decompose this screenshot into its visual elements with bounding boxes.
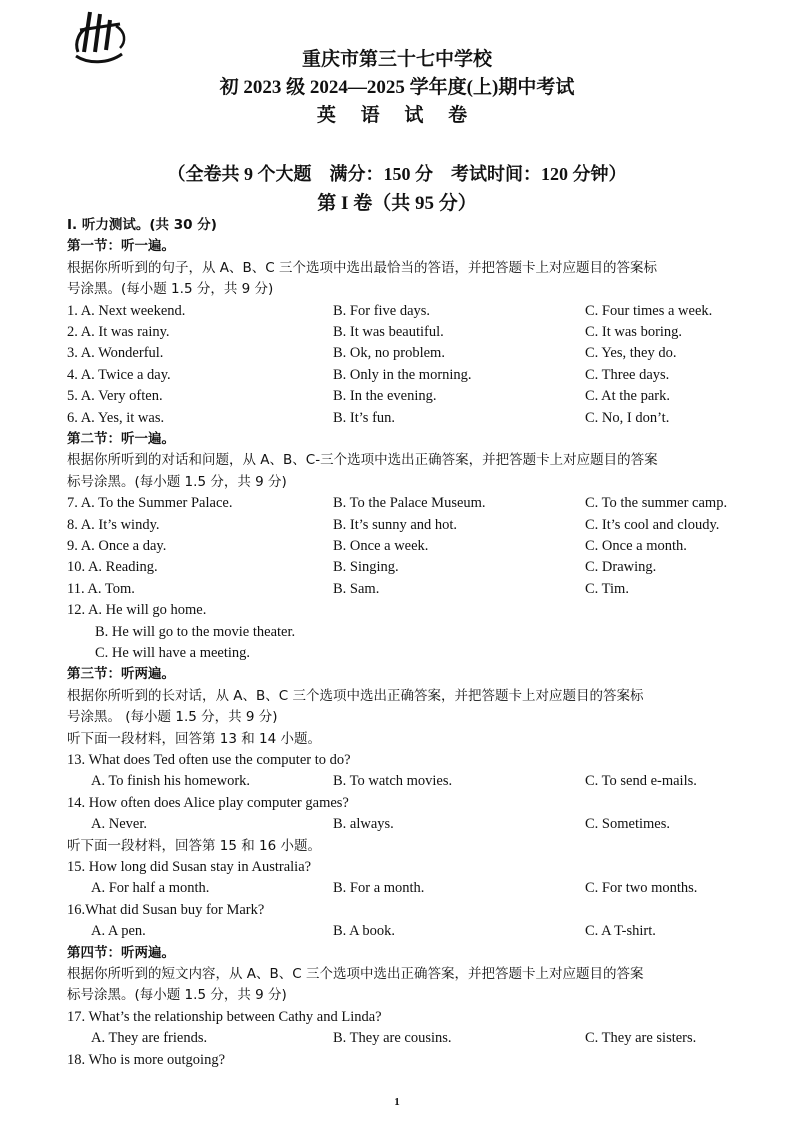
option-c: C. No, I don’t. — [585, 409, 670, 426]
option-b: B. For five days. — [333, 302, 431, 319]
option-a: A. Never. — [91, 816, 147, 833]
question-stem: 13. What does Ted often use the computer to do? — [67, 751, 351, 768]
q12-option-b: B. He will go to the movie theater. — [95, 623, 296, 640]
question-stem: 14. How often does Alice play computer games? — [67, 794, 349, 811]
option-b: B. Ok, no problem. — [333, 345, 445, 362]
option-a: A. They are friends. — [91, 1030, 208, 1047]
option-b: B. It’s fun. — [333, 409, 396, 426]
option-b: B. To the Palace Museum. — [333, 495, 486, 512]
option-b: B. To watch movies. — [333, 773, 453, 790]
option-c: C. To the summer camp. — [585, 495, 728, 512]
option-a: A. To finish his homework. — [91, 773, 251, 790]
volume-title: 第 I 卷（共 95 分） — [317, 193, 477, 214]
question-stem: 17. What’s the relationship between Cathy and Linda? — [67, 1008, 382, 1025]
listening-note: 听下面一段材料，回答第 15 和 16 小题。 — [67, 837, 322, 854]
exam-title: 初 2023 级 2024—2025 学年度(上)期中考试 — [219, 77, 575, 98]
option-c: C. Three days. — [585, 366, 670, 383]
question-row — [67, 921, 757, 942]
option-c: C. Tim. — [585, 580, 629, 597]
question-stem: 18. Who is more outgoing? — [67, 1051, 226, 1068]
option-b: B. They are cousins. — [333, 1030, 452, 1047]
question-row — [67, 343, 757, 364]
question-stem: 15. How long did Susan stay in Australia? — [67, 858, 312, 875]
option-a: 10. A. Reading. — [67, 559, 158, 576]
option-a: A. For half a month. — [91, 880, 210, 897]
option-a: 8. A. It’s windy. — [67, 516, 160, 533]
section-title: I. 听力测试。(共 30 分) — [67, 217, 217, 233]
page-number: 1 — [394, 1096, 400, 1108]
option-a: 2. A. It was rainy. — [67, 324, 170, 341]
option-a: 11. A. Tom. — [67, 580, 135, 597]
option-a: 7. A. To the Summer Palace. — [67, 495, 233, 512]
option-b: B. In the evening. — [333, 388, 437, 405]
option-b: B. For a month. — [333, 880, 425, 897]
option-a: 9. A. Once a day. — [67, 537, 167, 554]
option-c: C. Yes, they do. — [585, 345, 677, 362]
listening-note: 听下面一段材料，回答第 13 和 14 小题。 — [67, 730, 322, 747]
option-c: C. Drawing. — [585, 559, 657, 576]
option-a: 1. A. Next weekend. — [67, 302, 186, 319]
question-row — [67, 1028, 757, 1049]
option-a: 3. A. Wonderful. — [67, 345, 164, 362]
option-c: C. Four times a week. — [585, 302, 713, 319]
exam-content — [67, 215, 757, 1071]
part4-instruction: 根据你所听到的短文内容，从 A、B、C 三个选项中选出正确答案，并把答题卡上对应题目的答案 — [67, 965, 644, 982]
option-c: C. They are sisters. — [585, 1030, 697, 1047]
question-row — [67, 771, 757, 792]
part3-instruction-cont: 号涂黑。 (每小题 1.5 分，共 9 分) — [67, 709, 278, 726]
option-b: B. It was beautiful. — [333, 324, 444, 341]
question-row — [67, 536, 757, 557]
part1-instruction-cont: 号涂黑。(每小题 1.5 分，共 9 分) — [67, 281, 274, 298]
school-name: 重庆市第三十七中学校 — [301, 49, 492, 70]
part4-instruction-cont: 标号涂黑。(每小题 1.5 分，共 9 分) — [67, 987, 287, 1004]
option-b: B. It’s sunny and hot. — [333, 516, 458, 533]
option-a: 5. A. Very often. — [67, 388, 163, 405]
exam-info: （全卷共 9 个大题 满分：150 分 考试时间：120 分钟） — [167, 164, 627, 184]
part2-instruction: 根据你所听到的对话和问题，从 A、B、C-三个选项中选出正确答案，并把答题卡上对应题目的答案 — [67, 452, 658, 469]
part4-title: 第四节：听两遍。 — [67, 944, 175, 961]
part2-instruction-cont: 标号涂黑。(每小题 1.5 分，共 9 分) — [67, 473, 287, 490]
part1-title: 第一节：听一遍。 — [67, 238, 175, 255]
option-c: C. A T-shirt. — [585, 923, 656, 940]
question-row — [67, 408, 757, 429]
option-c: C. Once a month. — [585, 537, 687, 554]
option-c: C. It’s cool and cloudy. — [585, 516, 720, 533]
question-row — [67, 386, 757, 407]
question-row — [67, 814, 757, 835]
option-a: 6. A. Yes, it was. — [67, 409, 165, 426]
question-row — [67, 493, 757, 514]
question-row — [67, 579, 757, 600]
question-row — [67, 365, 757, 386]
option-b: B. Singing. — [333, 559, 399, 576]
option-c: C. Sometimes. — [585, 816, 670, 833]
option-c: C. To send e-mails. — [585, 773, 697, 790]
q12-option-c: C. He will have a meeting. — [95, 644, 251, 661]
option-c: C. It was boring. — [585, 324, 683, 341]
option-b: B. Sam. — [333, 580, 380, 597]
option-b: B. Once a week. — [333, 537, 429, 554]
part2-title: 第二节：听一遍。 — [67, 430, 175, 447]
option-a: 4. A. Twice a day. — [67, 366, 171, 383]
option-a: A. A pen. — [91, 923, 146, 940]
question-row — [67, 515, 757, 536]
option-b: B. Only in the morning. — [333, 366, 472, 383]
question-row — [67, 322, 757, 343]
subject-title: 英 语 试 卷 — [316, 105, 478, 126]
option-c: C. At the park. — [585, 388, 670, 405]
part3-title: 第三节：听两遍。 — [67, 666, 175, 683]
question-stem: 16.What did Susan buy for Mark? — [67, 901, 265, 918]
option-b: B. A book. — [333, 923, 396, 940]
part1-instruction: 根据你所听到的句子，从 A、B、C 三个选项中选出最恰当的答语，并把答题卡上对应题目的答案标 — [67, 259, 658, 276]
q12-option-a: 12. A. He will go home. — [67, 602, 207, 619]
question-row — [67, 557, 757, 578]
question-row — [67, 301, 757, 322]
option-c: C. For two months. — [585, 880, 698, 897]
part3-instruction: 根据你所听到的长对话，从 A、B、C 三个选项中选出正确答案，并把答题卡上对应题目的答案标 — [67, 687, 644, 704]
question-row — [67, 878, 757, 899]
option-b: B. always. — [333, 816, 394, 833]
